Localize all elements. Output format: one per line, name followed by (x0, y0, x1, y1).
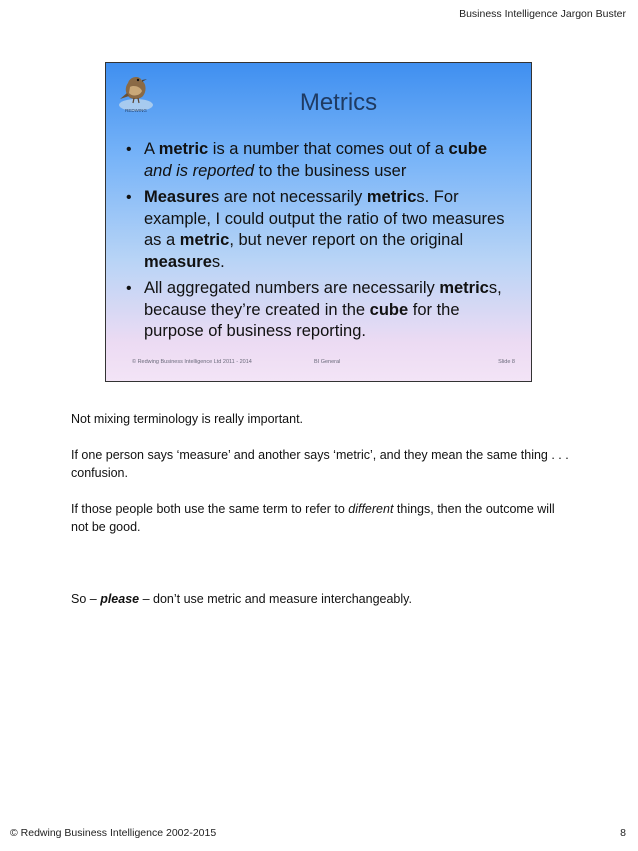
note-paragraph-1: Not mixing terminology is really important. (71, 412, 304, 426)
note-3-text-b: things, then the outcome will not be good. (71, 502, 555, 534)
note-3-text-a: If those people both use the same term to refer to (71, 502, 349, 516)
slide-bullet-list (124, 139, 519, 348)
bullet-text-run: cube (369, 300, 409, 319)
bullet-text-run: Measure (144, 188, 211, 206)
note-paragraph-2: If one person says ‘measure’ and another says ‘metric’, and they mean the same thing . . . confusion. (71, 448, 569, 480)
slide-image (105, 62, 532, 382)
bullet-text-run: metric (158, 140, 209, 158)
note-paragraph-4 (71, 590, 571, 608)
slide-bullet (124, 278, 519, 343)
bullet-text-run: measure (144, 252, 212, 271)
bullet-text-run: metric (366, 188, 417, 206)
note-4-emphasis: please (100, 592, 140, 606)
bullet-text-run: for the purpose of business reporting. (144, 300, 460, 340)
bullet-text-run: metric (439, 279, 489, 297)
bullet-text-run: , but never report on the original (229, 231, 464, 249)
bullet-dot-icon: • (126, 189, 132, 206)
slide-footer-number: Slide 8 (498, 359, 515, 365)
bullet-text-run: s, because they’re created in the (144, 279, 502, 319)
bullet-dot-icon: • (126, 280, 132, 297)
bullet-dot-icon: • (126, 141, 132, 158)
page-header: Business Intelligence Jargon Buster (459, 8, 626, 20)
notes-section (71, 410, 571, 608)
bullet-text-run: is a number that comes out of a (208, 140, 449, 158)
bullet-text-run: All aggregated numbers are necessarily (144, 279, 440, 297)
logo-text: REDWING (125, 108, 147, 113)
bullet-text-run: metric (179, 231, 230, 249)
slide-title: Metrics (299, 89, 378, 116)
note-3-italic: different (348, 502, 394, 516)
page-footer-copyright: © Redwing Business Intelligence 2002-2015 (10, 827, 217, 839)
page-number: 8 (620, 827, 626, 839)
slide-footer-topic: BI General (314, 359, 341, 365)
slide-footer (106, 359, 531, 371)
slide-footer-copyright: © Redwing Business Intelligence Ltd 2011 - 2014 (132, 359, 252, 365)
note-4-text-a: So – (71, 592, 101, 606)
note-paragraph-3 (71, 500, 571, 536)
bullet-text-run: cube (448, 140, 488, 158)
bullet-text-run: s. For example, I could output the ratio of two measures as a (144, 188, 505, 249)
slide-bullet (124, 187, 519, 273)
note-4-text-b: – don’t use metric and measure interchangeably. (139, 592, 412, 606)
bullet-text-run: s. (211, 252, 225, 271)
bullet-text-run: A (144, 140, 159, 158)
bullet-text-run: and is reported (144, 161, 255, 180)
slide-bullet (124, 139, 519, 182)
bullet-text-run: to the business user (254, 161, 407, 180)
bullet-text-run: s are not necessarily (210, 188, 367, 206)
